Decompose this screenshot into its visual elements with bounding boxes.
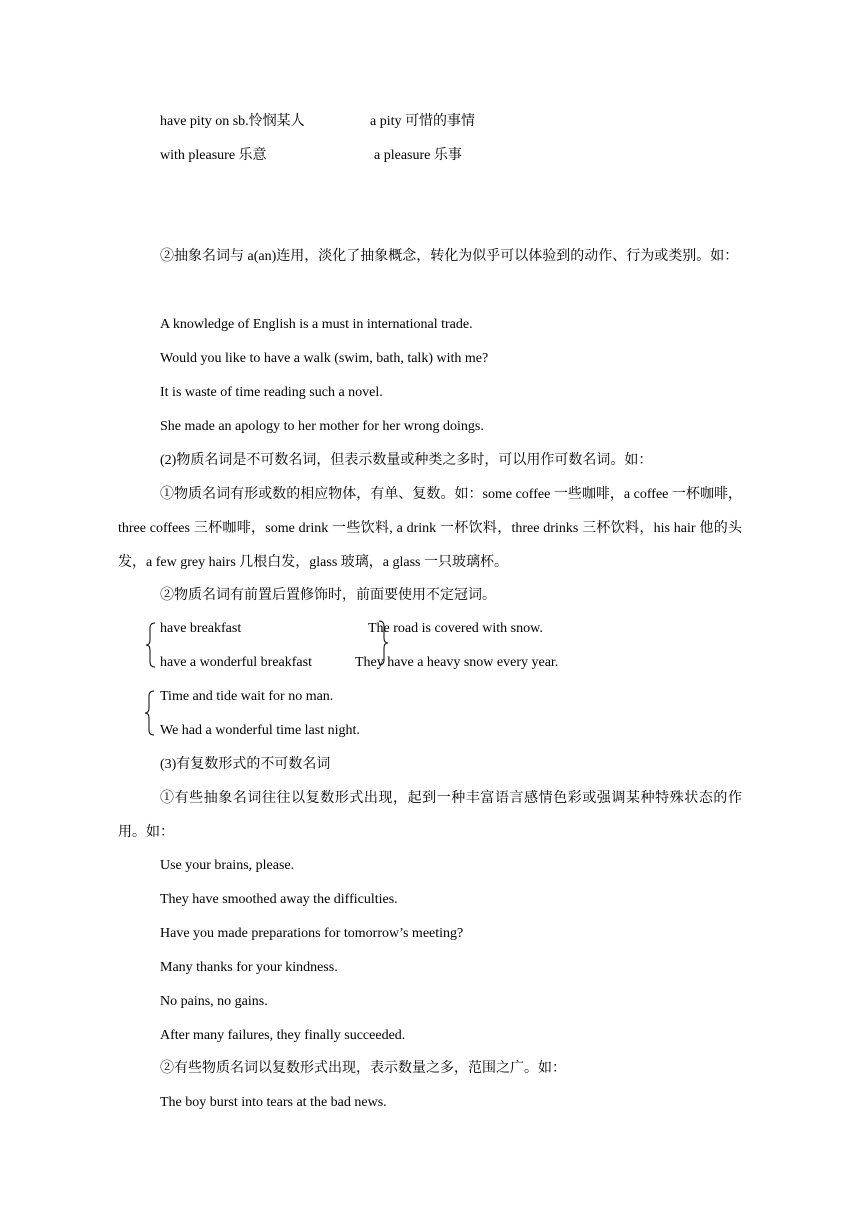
sentence-heavy-snow: They have a heavy snow every year. [355, 655, 559, 670]
example-sentence: Would you like to have a walk (swim, bath, talk) with me? [160, 351, 489, 366]
phrase-with-pleasure: with pleasure 乐意 [160, 148, 267, 163]
paragraph-material-modifiers: ②物质名词有前置后置修饰时，前面要使用不定冠词。 [160, 588, 496, 603]
paragraph-abstract-plural: ①有些抽象名词往往以复数形式出现，起到一种丰富语言感情色彩或强调某种特殊状态的作用。如： [118, 791, 742, 840]
paragraph-material-plural: ②有些物质名词以复数形式出现，表示数量之多，范围之广。如： [160, 1061, 566, 1076]
example-sentence: It is waste of time reading such a novel. [160, 385, 383, 400]
heading-material-nouns: (2)物质名词是不可数名词，但表示数量或种类之多时，可以用作可数名词。如： [160, 453, 653, 468]
example-sentence: Many thanks for your kindness. [160, 960, 338, 975]
example-sentence: She made an apology to her mother for her wrong doings. [160, 419, 484, 434]
example-sentence: Use your brains, please. [160, 858, 295, 873]
phrase-have-wonderful-breakfast: have a wonderful breakfast [160, 655, 312, 670]
example-sentence: A knowledge of English is a must in international trade. [160, 317, 473, 332]
example-sentence: After many failures, they finally succeeded. [160, 1028, 406, 1043]
left-brace-icon [146, 622, 156, 668]
phrase-a-pleasure: a pleasure 乐事 [374, 148, 462, 163]
phrase-a-pity: a pity 可惜的事情 [370, 114, 475, 129]
sentence-road-covered: The road is covered with snow. [368, 621, 543, 636]
example-sentence: Have you made preparations for tomorrow’s meeting? [160, 926, 464, 941]
phrase-have-pity: have pity on sb.怜悯某人 [160, 114, 305, 129]
example-sentence: They have smoothed away the difficulties. [160, 892, 398, 907]
heading-plural-uncountable: (3)有复数形式的不可数名词 [160, 757, 331, 772]
example-sentence: No pains, no gains. [160, 994, 268, 1009]
left-brace-icon [145, 690, 155, 736]
phrase-have-breakfast: have breakfast [160, 621, 242, 636]
paragraph-material-forms: ①物质名词有形或数的相应物体，有单、复数。如：some coffee 一些咖啡，a coffee 一杯咖啡，three coffees 三杯咖啡，some drink 一些饮料, a drink 一杯饮料，three drinks 三杯饮料，his hair 他的头发，a few grey hairs 几根白发，glass 玻璃，a glass 一只玻璃杯。 [118, 487, 742, 570]
example-sentence: The boy burst into tears at the bad news. [160, 1095, 387, 1110]
sentence-wonderful-time: We had a wonderful time last night. [160, 723, 360, 738]
sentence-time-and-tide: Time and tide wait for no man. [160, 689, 334, 704]
paragraph-abstract-with-article: ②抽象名词与 a(an)连用，淡化了抽象概念，转化为似乎可以体验到的动作、行为或类别。如： [160, 249, 739, 264]
